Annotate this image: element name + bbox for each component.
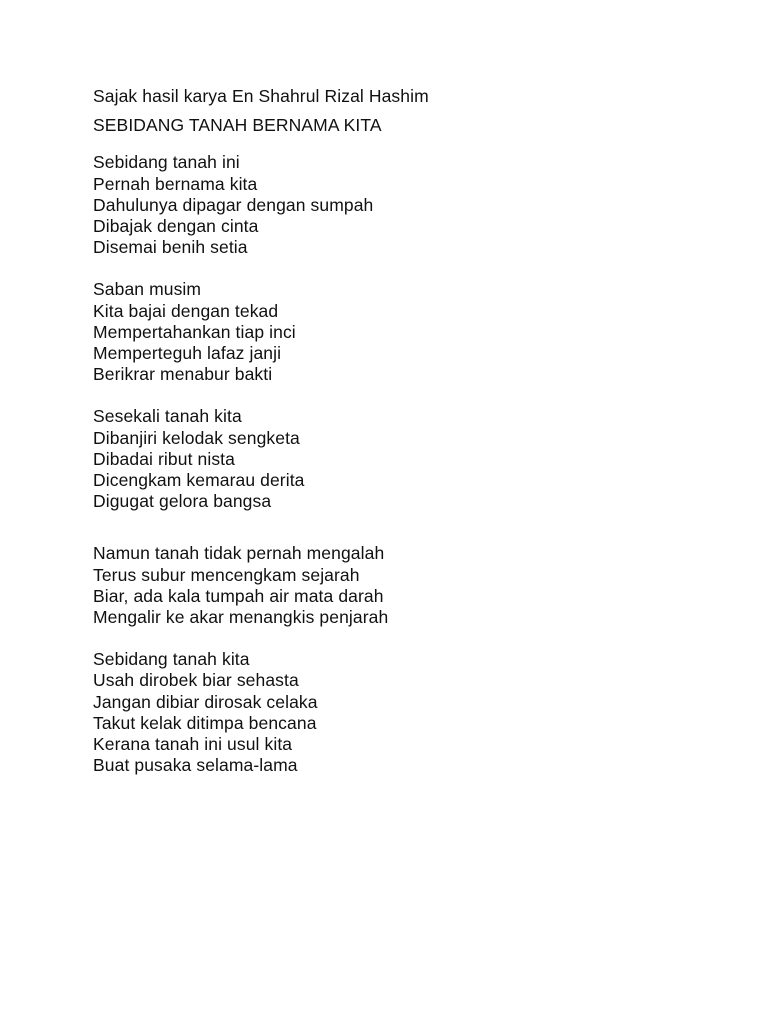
poem-line: Takut kelak ditimpa bencana (93, 712, 317, 733)
stanza-2 (93, 279, 713, 385)
poem-line: Sesekali tanah kita (93, 406, 242, 427)
poem-line: Digugat gelora bangsa (93, 491, 272, 512)
poem-line: Kerana tanah ini usul kita (93, 734, 293, 755)
stanza-4 (93, 543, 713, 628)
poem-line: Dibadai ribut nista (93, 448, 235, 469)
poem-line: Jangan dibiar dirosak celaka (93, 691, 318, 712)
poem-line: Pernah bernama kita (93, 173, 258, 194)
poem-line: Disemai benih setia (93, 237, 248, 258)
poem-line: Sebidang tanah kita (93, 649, 250, 670)
poem-line: Dibanjiri kelodak sengketa (93, 427, 300, 448)
poem-content (93, 86, 713, 797)
poem-line: Mengalir ke akar menangkis penjarah (93, 607, 389, 628)
poem-line: Biar, ada kala tumpah air mata darah (93, 585, 384, 606)
stanza-3 (93, 406, 713, 512)
poem-line: Dibajak dengan cinta (93, 216, 259, 237)
poem-line: Berikrar menabur bakti (93, 364, 273, 385)
poem-line: Mempertahankan tiap inci (93, 321, 296, 342)
stanza-5 (93, 649, 713, 776)
poem-line: Usah dirobek biar sehasta (93, 670, 299, 691)
poem-line: Buat pusaka selama-lama (93, 755, 298, 776)
poem-line: Kita bajai dengan tekad (93, 300, 279, 321)
poem-line: Saban musim (93, 279, 202, 300)
poem-line: Namun tanah tidak pernah mengalah (93, 543, 385, 564)
poem-line: Dicengkam kemarau derita (93, 470, 305, 491)
stanza-1 (93, 152, 713, 258)
poem-line: Terus subur mencengkam sejarah (93, 564, 360, 585)
poem-line: Sebidang tanah ini (93, 152, 240, 173)
author-line: Sajak hasil karya En Shahrul Rizal Hashim (93, 86, 429, 106)
poem-line: Dahulunya dipagar dengan sumpah (93, 194, 374, 215)
poem-title: SEBIDANG TANAH BERNAMA KITA (93, 115, 382, 136)
poem-line: Memperteguh lafaz janji (93, 343, 282, 364)
